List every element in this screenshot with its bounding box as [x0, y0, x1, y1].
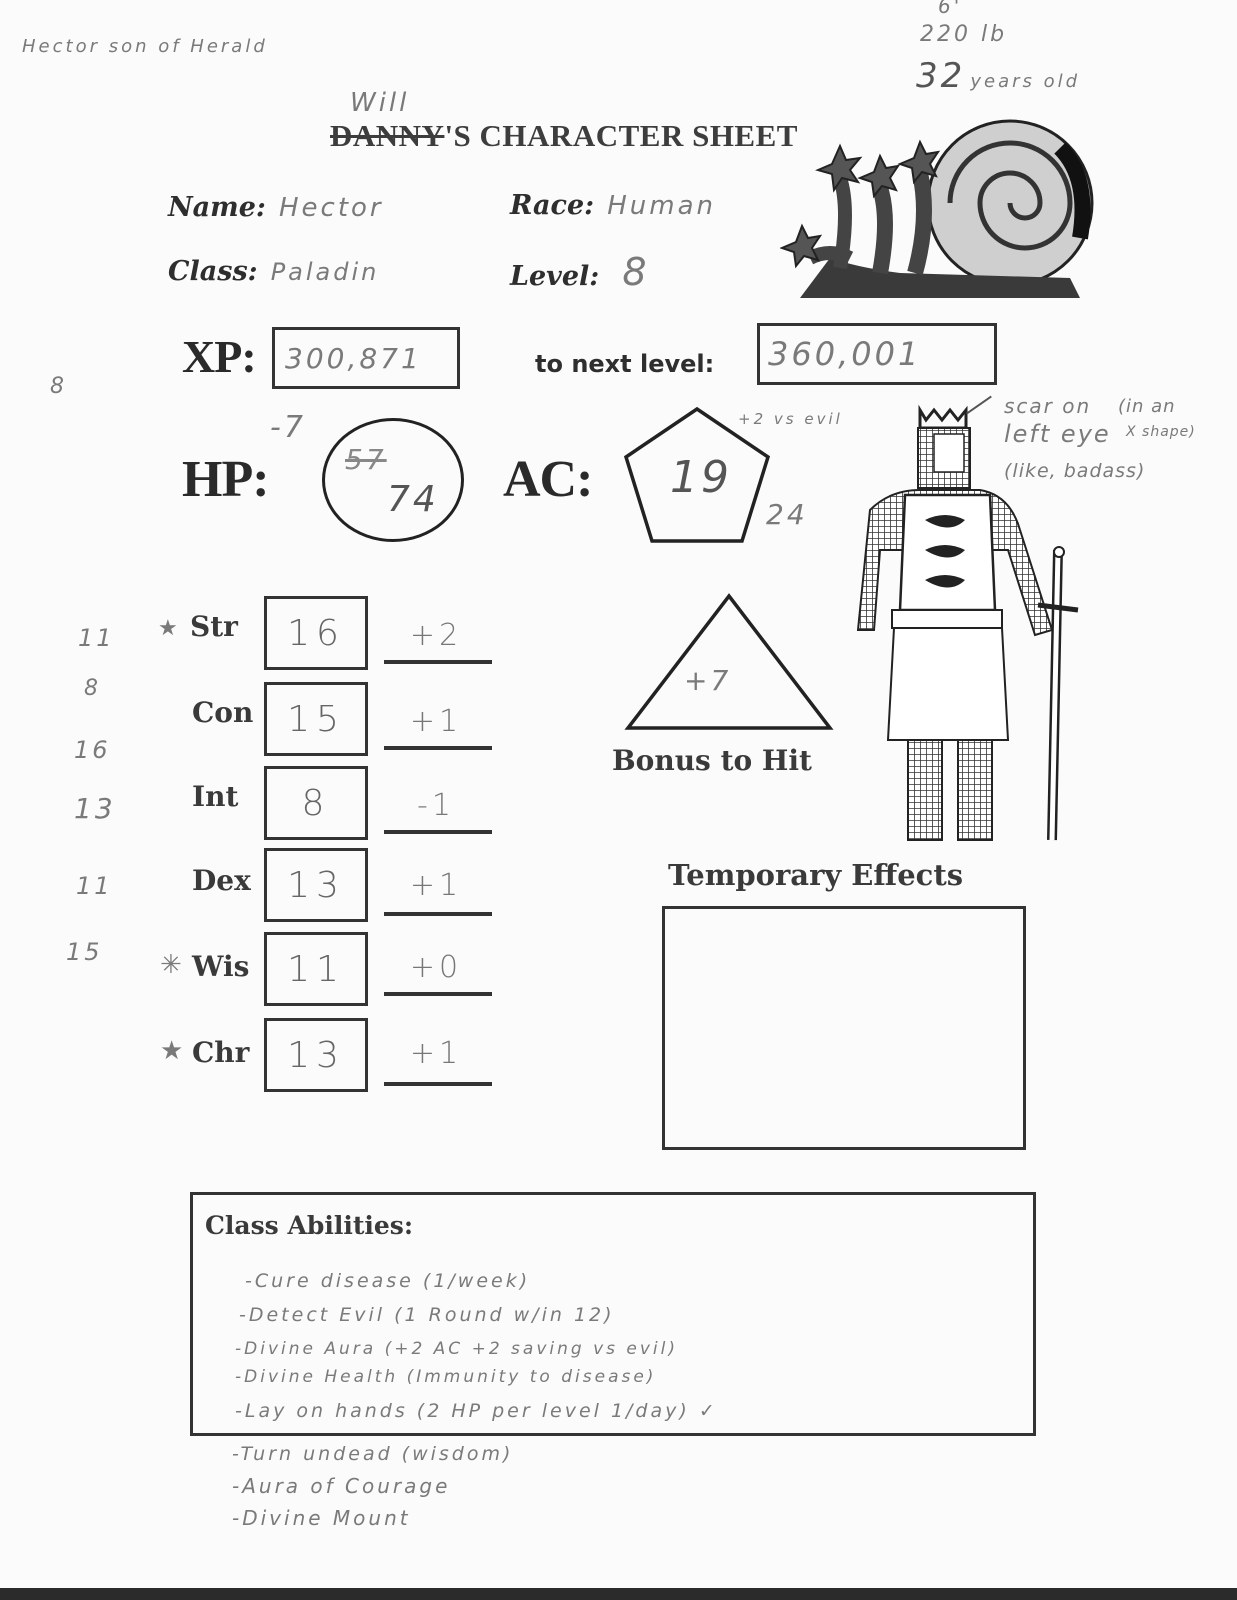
next-level-value: 360,001	[768, 335, 922, 373]
scan-edge	[0, 1588, 1237, 1600]
margin-note-age	[916, 56, 1080, 96]
ac-value[interactable]: 19	[670, 452, 732, 503]
ability-score-box[interactable]	[264, 766, 368, 840]
modifier-line	[384, 992, 492, 996]
modifier-line	[384, 830, 492, 834]
ability-score-box[interactable]	[264, 932, 368, 1006]
class-value[interactable]: Paladin	[270, 258, 380, 286]
to-hit-triangle-icon	[624, 592, 834, 732]
temporary-effects-label: Temporary Effects	[668, 858, 964, 892]
ac-label: AC:	[503, 451, 593, 508]
ability-score: 13	[287, 864, 345, 906]
to-hit-value[interactable]: +7	[684, 664, 732, 697]
ability-score: 15	[287, 698, 345, 740]
ability-score: 8	[301, 782, 331, 824]
ability-score-box[interactable]	[264, 596, 368, 670]
ability-score: 13	[287, 1034, 345, 1076]
favored-star-icon: ★	[158, 616, 181, 641]
next-level-label: to next level:	[535, 350, 715, 378]
ac-note-side: 24	[766, 498, 808, 531]
hp-note: -7	[270, 410, 306, 445]
owner-original: DANNY	[330, 118, 445, 153]
age-number: 32	[916, 56, 966, 96]
name-value[interactable]: Hector	[278, 193, 384, 223]
ability-label: Chr	[192, 1036, 250, 1069]
ability-label: Int	[192, 780, 239, 813]
name-field	[168, 192, 384, 223]
sheet-title	[330, 118, 798, 154]
class-ability-overflow-item: -Aura of Courage	[232, 1474, 451, 1498]
side-roll: 15	[66, 938, 103, 966]
scar-note-line1: scar on	[1004, 394, 1092, 418]
class-label: Class:	[168, 256, 258, 287]
level-field	[510, 250, 650, 294]
next-level-box[interactable]	[757, 323, 997, 385]
xp-box[interactable]	[272, 327, 460, 389]
name-label: Name:	[168, 192, 266, 223]
class-abilities-box[interactable]	[190, 1192, 1036, 1436]
age-label: years old	[970, 71, 1081, 92]
hp-label: HP:	[182, 451, 269, 508]
class-abilities-label: Class Abilities:	[205, 1211, 414, 1240]
scar-note-line3: (like, badass)	[1004, 460, 1146, 482]
hp-crossed-value: 57	[345, 443, 387, 476]
xp-label: XP:	[182, 331, 256, 382]
ability-label: Wis	[192, 950, 250, 983]
class-ability-item: -Divine Health (Immunity to disease)	[235, 1367, 657, 1387]
side-roll: 11	[78, 624, 115, 652]
level-label: Level:	[510, 261, 600, 292]
class-ability-item: -Divine Aura (+2 AC +2 saving vs evil)	[235, 1339, 678, 1359]
side-roll: 13	[74, 792, 116, 825]
ability-modifier[interactable]: +1	[409, 704, 463, 739]
side-roll: 16	[74, 736, 111, 764]
ability-label: Str	[190, 610, 238, 643]
race-value[interactable]: Human	[607, 191, 717, 221]
ability-label: Dex	[192, 864, 251, 897]
scar-aside-line2: X shape)	[1126, 424, 1196, 440]
margin-note-weight: 220 lb	[920, 22, 1008, 47]
side-roll: 8	[84, 676, 101, 701]
favored-star-icon: ★	[160, 1036, 187, 1066]
class-ability-overflow-item: -Divine Mount	[232, 1506, 411, 1530]
margin-note-full-name: Hector son of Herald	[22, 36, 268, 57]
class-field	[168, 256, 379, 287]
ability-score-box[interactable]	[264, 682, 368, 756]
modifier-line	[384, 746, 492, 750]
level-value[interactable]: 8	[622, 250, 650, 294]
snail-illustration-icon	[780, 108, 1100, 308]
ability-modifier[interactable]: -1	[417, 788, 455, 823]
margin-note-xp-side: 8	[50, 374, 67, 399]
ability-score: 11	[287, 948, 345, 990]
ability-modifier[interactable]: +1	[409, 868, 463, 903]
ability-score-box[interactable]	[264, 848, 368, 922]
hp-circle[interactable]	[322, 418, 464, 542]
class-ability-item: -Lay on hands (2 HP per level 1/day) ✓	[235, 1400, 718, 1422]
modifier-line	[384, 660, 492, 664]
race-label: Race:	[510, 190, 595, 221]
race-field	[510, 190, 716, 221]
ability-modifier[interactable]: +1	[409, 1036, 463, 1071]
scar-aside-line1: (in an	[1118, 396, 1176, 417]
ability-modifier[interactable]: +0	[409, 950, 463, 985]
ability-label: Con	[192, 696, 254, 729]
xp-value: 300,871	[285, 341, 422, 375]
class-ability-item: -Detect Evil (1 Round w/in 12)	[239, 1304, 615, 1326]
temporary-effects-box[interactable]	[662, 906, 1026, 1150]
margin-note-height: 6'	[938, 0, 963, 18]
ability-score-box[interactable]	[264, 1018, 368, 1092]
modifier-line	[384, 912, 492, 916]
side-roll: 11	[76, 872, 113, 900]
ac-note-top: +2 vs evil	[738, 410, 843, 428]
hp-value: 74	[387, 479, 439, 520]
title-suffix: 'S CHARACTER SHEET	[444, 118, 798, 153]
class-ability-overflow-item: -Turn undead (wisdom)	[232, 1443, 514, 1465]
modifier-line	[384, 1082, 492, 1086]
class-ability-item: -Cure disease (1/week)	[245, 1270, 531, 1292]
ability-score: 16	[287, 612, 345, 654]
favored-star-icon: ✳	[160, 950, 185, 980]
owner-correction: Will	[350, 88, 410, 118]
scar-note-line2: left eye	[1004, 420, 1111, 448]
ability-modifier[interactable]: +2	[409, 618, 463, 653]
to-hit-label: Bonus to Hit	[612, 744, 812, 777]
